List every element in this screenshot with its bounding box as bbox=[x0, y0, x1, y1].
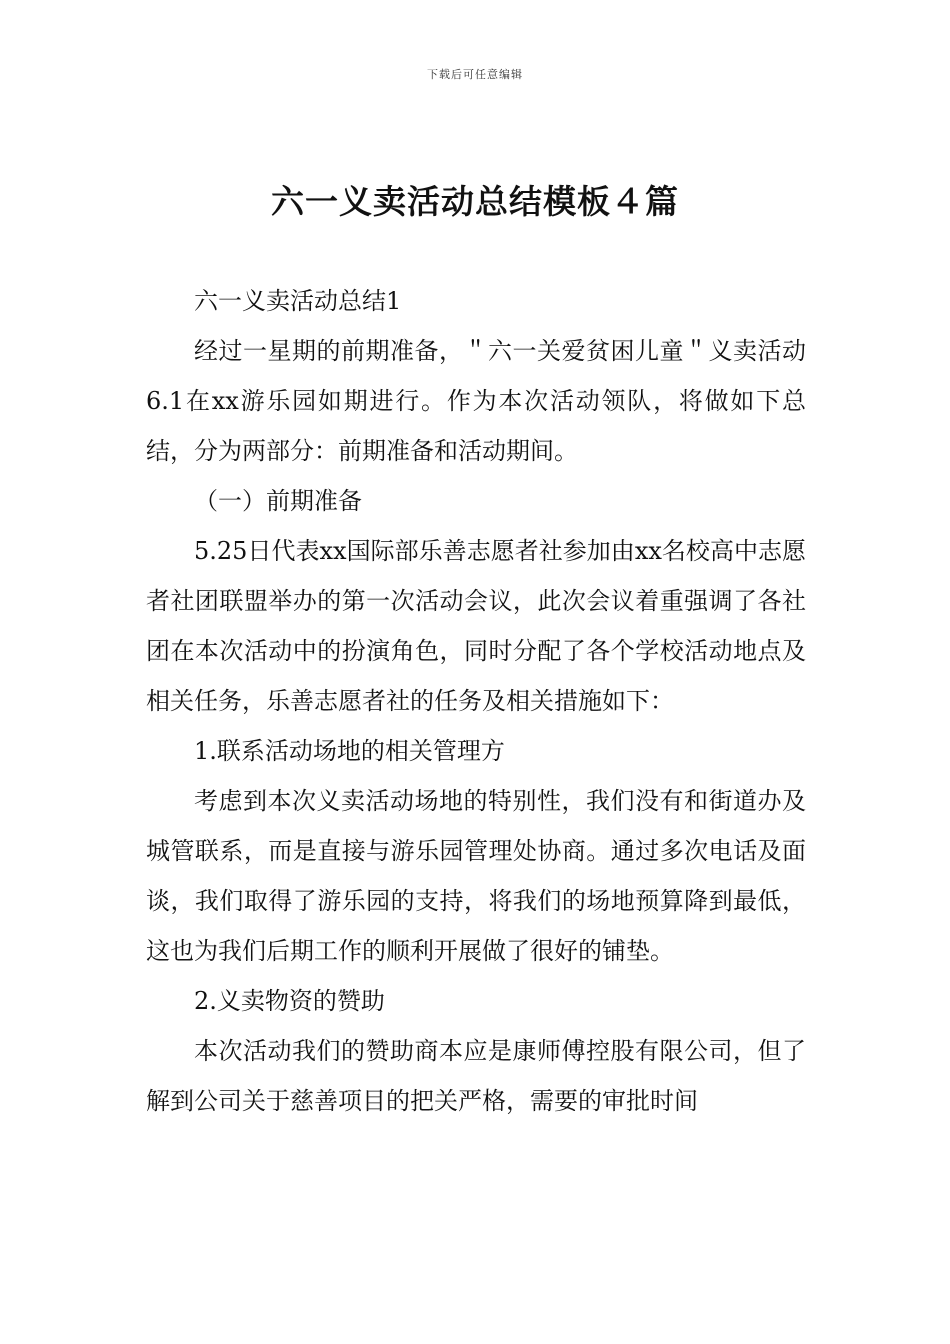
section-heading: 六一义卖活动总结1 bbox=[194, 287, 402, 315]
body-paragraph: 5.25日代表xx国际部乐善志愿者社参加由xx名校高中志愿者社团联盟举办的第一次活动会议，此次会议着重强调了各社团在本次活动中的扮演角色，同时分配了各个学校活动地点及相关任务，乐善志愿者社的任务及相关措施如下： bbox=[146, 537, 806, 715]
body-paragraph: 经过一星期的前期准备，＂六一关爱贫困儿童＂义卖活动6.1在xx游乐园如期进行。作为本次活动领队，将做如下总结，分为两部分：前期准备和活动期间。 bbox=[146, 337, 806, 465]
section-heading: （一）前期准备 bbox=[194, 487, 362, 515]
section-heading: 1.联系活动场地的相关管理方 bbox=[194, 737, 505, 765]
body-paragraph: 本次活动我们的赞助商本应是康师傅控股有限公司，但了解到公司关于慈善项目的把关严格，需要的审批时间 bbox=[146, 1037, 806, 1115]
header-note: 下载后可任意编辑 bbox=[427, 68, 523, 81]
section-heading: 2.义卖物资的赞助 bbox=[194, 987, 385, 1015]
body-paragraph: 考虑到本次义卖活动场地的特别性，我们没有和街道办及城管联系，而是直接与游乐园管理处协商。通过多次电话及面谈，我们取得了游乐园的支持，将我们的场地预算降到最低，这也为我们后期工作的顺利开展做了很好的铺垫。 bbox=[146, 787, 806, 965]
document-title: 六一义卖活动总结模板４篇 bbox=[271, 182, 679, 221]
document-body bbox=[146, 276, 806, 1126]
